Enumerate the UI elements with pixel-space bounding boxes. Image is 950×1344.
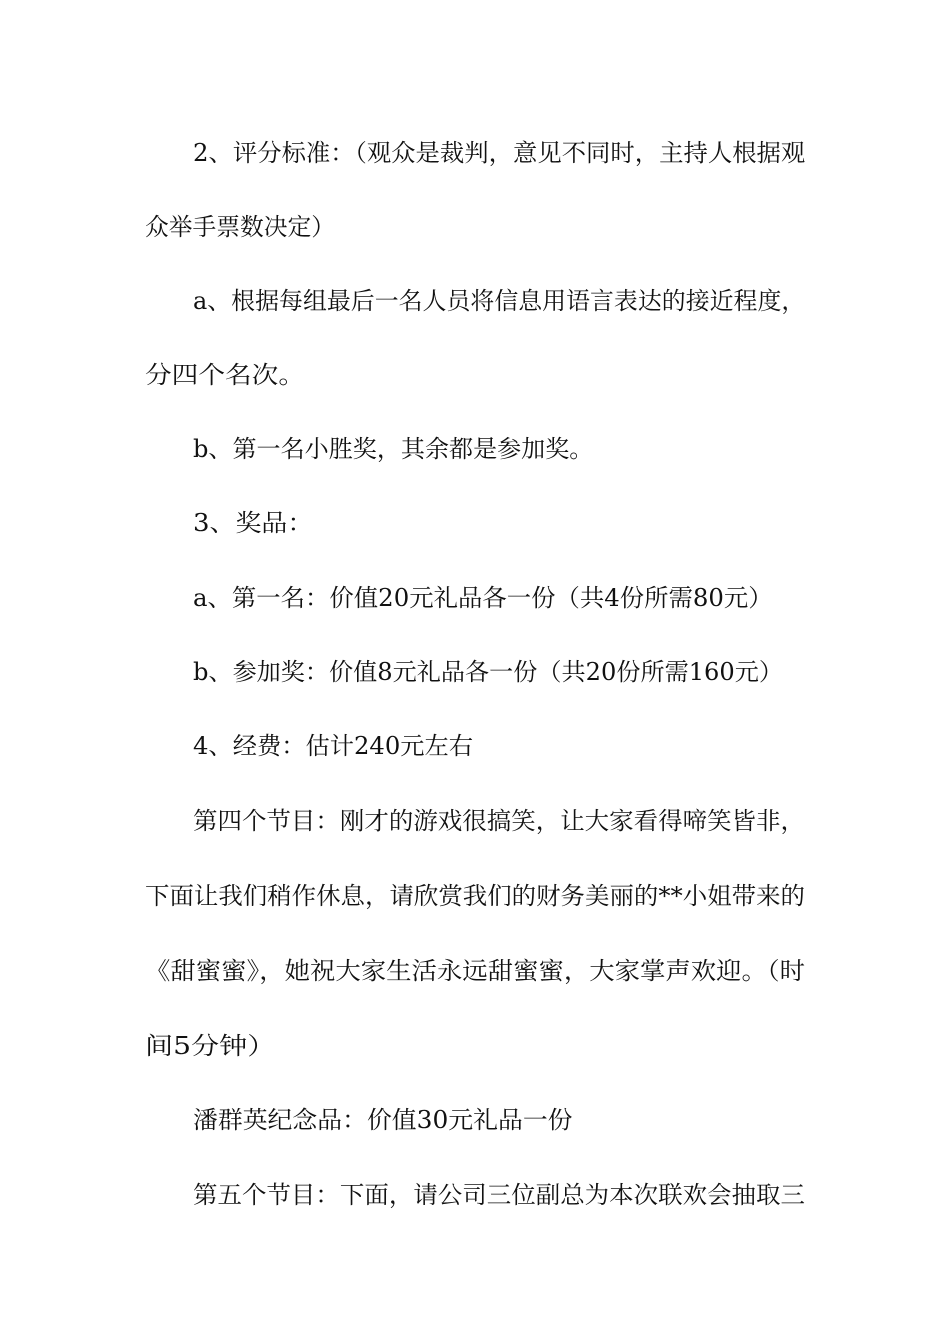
text-line-2: 众举手票数决定）	[145, 213, 335, 241]
text-line-13: 间5分钟）	[145, 1032, 276, 1060]
text-line-1: 2、评分标准：（观众是裁判，意见不同时，主持人根据观	[193, 139, 806, 167]
text-line-4: 分四个名次。	[145, 361, 305, 389]
text-line-8: b、参加奖：价值8元礼品各一份（共20份所需160元）	[193, 658, 783, 686]
text-line-10: 第四个节目：刚才的游戏很搞笑，让大家看得啼笑皆非，	[193, 807, 805, 835]
text-line-15: 第五个节目：下面，请公司三位副总为本次联欢会抽取三	[193, 1181, 805, 1209]
text-line-12: 《甜蜜蜜》，她祝大家生活永远甜蜜蜜，大家掌声欢迎。（时	[145, 957, 805, 985]
text-line-7: a、第一名：价值20元礼品各一份（共4份所需80元）	[193, 584, 773, 612]
text-line-14: 潘群英纪念品：价值30元礼品一份	[193, 1106, 573, 1134]
text-line-5: b、第一名小胜奖，其余都是参加奖。	[193, 435, 594, 463]
text-line-6: 3、奖品：	[193, 509, 314, 537]
text-line-11: 下面让我们稍作休息，请欣赏我们的财务美丽的**小姐带来的	[145, 882, 806, 910]
text-line-3: a、根据每组最后一名人员将信息用语言表达的接近程度，	[193, 287, 806, 315]
text-line-9: 4、经费：估计240元左右	[193, 732, 474, 760]
